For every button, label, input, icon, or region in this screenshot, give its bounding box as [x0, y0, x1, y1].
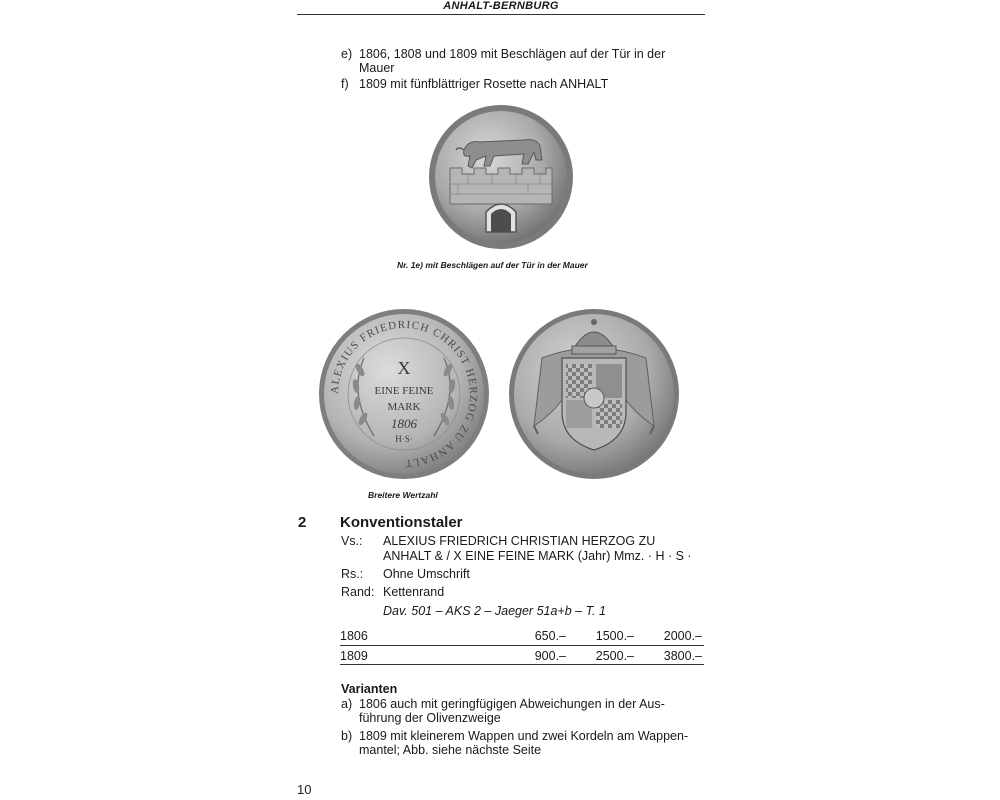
running-header: ANHALT-BERNBURG — [443, 0, 559, 12]
rs-label: Rs.: — [341, 567, 364, 581]
variant-e-line2: Mauer — [359, 61, 395, 75]
price-year: 1809 — [340, 649, 368, 663]
coin-value-line3: MARK — [387, 401, 421, 413]
variant-e-line1: 1806, 1808 und 1809 mit Beschlägen auf der Tür in der — [359, 47, 666, 61]
rand-text: Kettenrand — [383, 585, 445, 599]
price-table — [340, 626, 704, 666]
coin-image-bull-on-wall — [428, 104, 574, 250]
price-value-1: 900.– — [534, 649, 566, 663]
coin-value-mintmark: H·S· — [395, 434, 413, 444]
header-rule — [297, 14, 705, 15]
coin-legend: ALEXIUS FRIEDRICH CHRIST HERZOG ZU ANHALT — [328, 318, 480, 470]
price-row — [340, 646, 704, 666]
coin-image-reverse — [508, 308, 680, 480]
price-value-3: 3800.– — [663, 649, 702, 663]
variant-letter-a: a) — [341, 697, 353, 711]
variant-letter-f: f) — [341, 77, 349, 91]
variants-heading: Varianten — [341, 682, 398, 696]
price-value-1: 650.– — [534, 629, 566, 643]
price-value-3: 2000.– — [663, 629, 702, 643]
table-bottom-rule — [340, 664, 704, 665]
rs-text: Ohne Umschrift — [383, 567, 470, 581]
price-row — [340, 626, 704, 646]
vs-text-line2: ANHALT & / X EINE FEINE MARK (Jahr) Mmz. · H · S · — [383, 549, 692, 563]
vs-label: Vs.: — [341, 534, 363, 548]
entry-number: 2 — [298, 514, 307, 531]
entry-title: Konventionstaler — [340, 514, 463, 531]
vs-text-line1: ALEXIUS FRIEDRICH CHRISTIAN HERZOG ZU — [383, 534, 656, 548]
variant-letter-b: b) — [341, 729, 353, 743]
variant-b-line1: 1809 mit kleinerem Wappen und zwei Kordeln am Wappen- — [359, 729, 689, 743]
variant-a-line1: 1806 auch mit geringfügigen Abweichungen in der Aus- — [359, 697, 665, 711]
figure-caption-1: Nr. 1e) mit Beschlägen auf der Tür in der Mauer — [397, 260, 588, 270]
coin-image-obverse — [318, 308, 490, 480]
variant-a-line2: führung der Olivenzweige — [359, 711, 501, 725]
coin-value-line2: EINE FEINE — [374, 385, 434, 397]
page-number: 10 — [297, 782, 312, 797]
price-value-2: 1500.– — [595, 629, 634, 643]
figure-caption-2: Breitere Wertzahl — [368, 490, 438, 500]
reference-text: Dav. 501 – AKS 2 – Jaeger 51a+b – T. 1 — [383, 604, 606, 618]
coin-value-x: X — [397, 358, 411, 378]
variant-b-line2: mantel; Abb. siehe nächste Seite — [359, 743, 542, 757]
variant-f-line1: 1809 mit fünfblättriger Rosette nach ANHALT — [359, 77, 609, 91]
rand-label: Rand: — [341, 585, 375, 599]
coin-value-year: 1806 — [391, 416, 417, 431]
table-divider — [340, 645, 704, 646]
price-value-2: 2500.– — [595, 649, 634, 663]
variant-letter-e: e) — [341, 47, 353, 61]
price-year: 1806 — [340, 629, 368, 643]
